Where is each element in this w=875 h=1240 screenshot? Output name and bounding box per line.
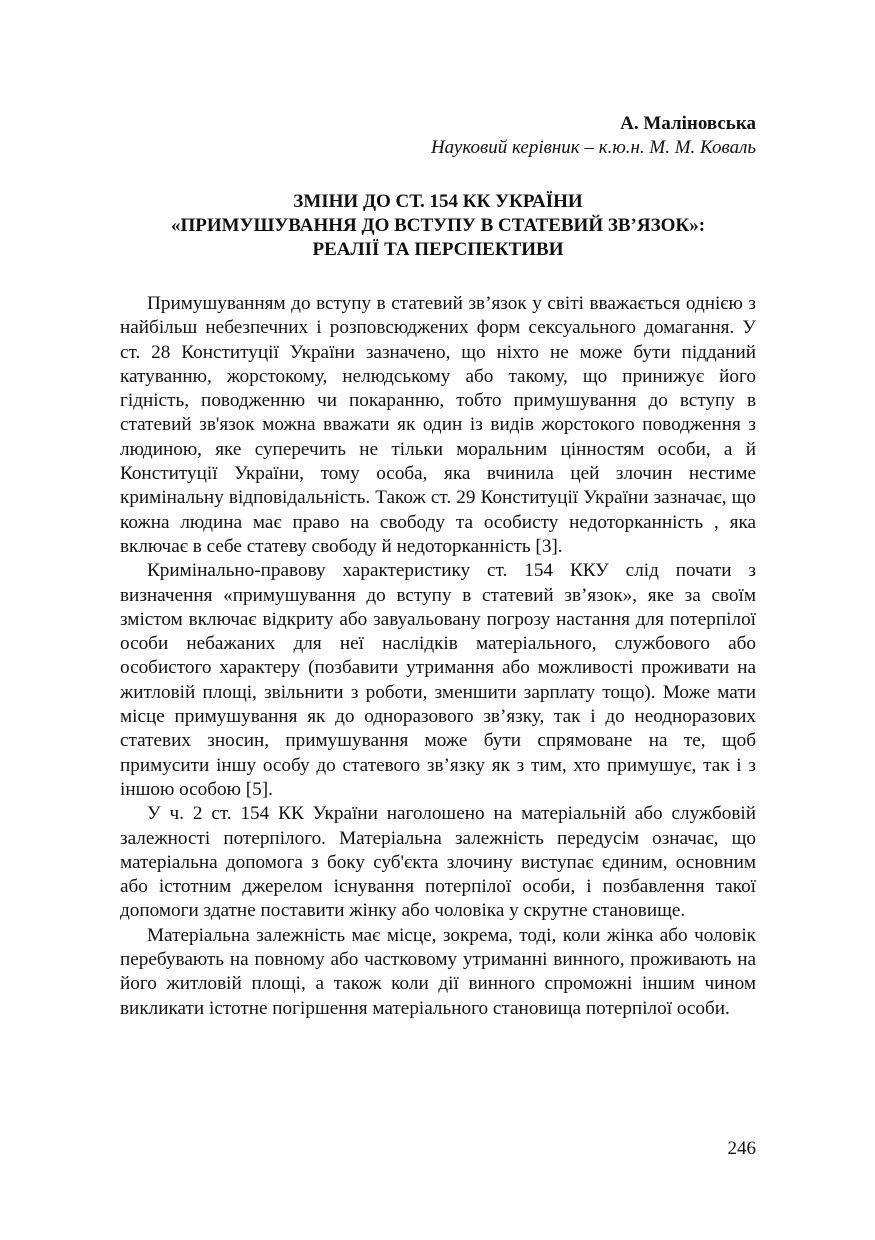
paragraph-2: Кримінально-правову характеристику ст. 154 ККУ слід почати з визначення «примушування до вступу в статевий зв’язок», яке за своїм змістом включає відкриту або завуальовану погрозу настання для потерпілої особи небажаних для неї наслідків матеріального, службового або особистого характеру (позбавити утримання або можливості проживати на житловій площі, звільнити з роботи, зменшити зарплату тощо). Може мати місце примушування як до одноразового зв’язку, так і до неодноразових статевих зносин, примушування може бути спрямоване на те, щоб примусити іншу особу до статевого зв’язку як з тим, хто примушує, так і з іншою особою [5].	[120, 560, 756, 800]
supervisor-line: Науковий керівник – к.ю.н. М. М. Коваль	[430, 137, 756, 158]
title-line-2: «ПРИМУШУВАННЯ ДО ВСТУПУ В СТАТЕВИЙ ЗВ’ЯЗОК»:	[170, 215, 706, 236]
title-line-1: ЗМІНИ ДО СТ. 154 КК УКРАЇНИ	[293, 191, 583, 212]
author-name: А. Маліновська	[620, 113, 756, 134]
article-page	[120, 112, 756, 1021]
paragraph-1: Примушуванням до вступу в статевий зв’язок у світі вважається однією з найбільш небезпечних і розповсюджених форм сексуального домагання. У ст. 28 Конституції України зазначено, що ніхто не може бути підданий катуванню, жорстокому, нелюдському або такому, що принижує його гідність, поводженню чи покаранню, тобто примушування до вступу в статевий зв'язок можна вважати як один із видів жорстокого поводження з людиною, яке суперечить не тільки моральним цінностям особи, а й Конституції України, тому особа, яка вчинила цей злочин нестиме кримінальну відповідальність. Також ст. 29 Конституції України зазначає, що кожна людина має право на свободу та особисту недоторканність , яка включає в себе статеву свободу й недоторканність [3].	[120, 293, 756, 557]
article-title	[120, 190, 756, 262]
article-body	[120, 292, 756, 1021]
page-number: 246	[727, 1138, 756, 1159]
title-line-3: РЕАЛІЇ ТА ПЕРСПЕКТИВИ	[312, 239, 564, 260]
author-block	[120, 112, 756, 160]
paragraph-4: Матеріальна залежність має місце, зокрема, тоді, коли жінка або чоловік перебувають на повному або частковому утриманні винного, проживають на його житловій площі, а також коли дії винного спроможні іншим чином викликати істотне погіршення матеріального становища потерпілої особи.	[120, 924, 756, 1019]
paragraph-3: У ч. 2 ст. 154 КК України наголошено на матеріальній або службовій залежності потерпілого. Матеріальна залежність передусім означає, що матеріальна допомога з боку суб'єкта злочину виступає єдиним, основним або істотним джерелом існування потерпілої особи, і позбавлення такої допомоги здатне поставити жінку або чоловіка у скрутне становище.	[120, 803, 756, 922]
